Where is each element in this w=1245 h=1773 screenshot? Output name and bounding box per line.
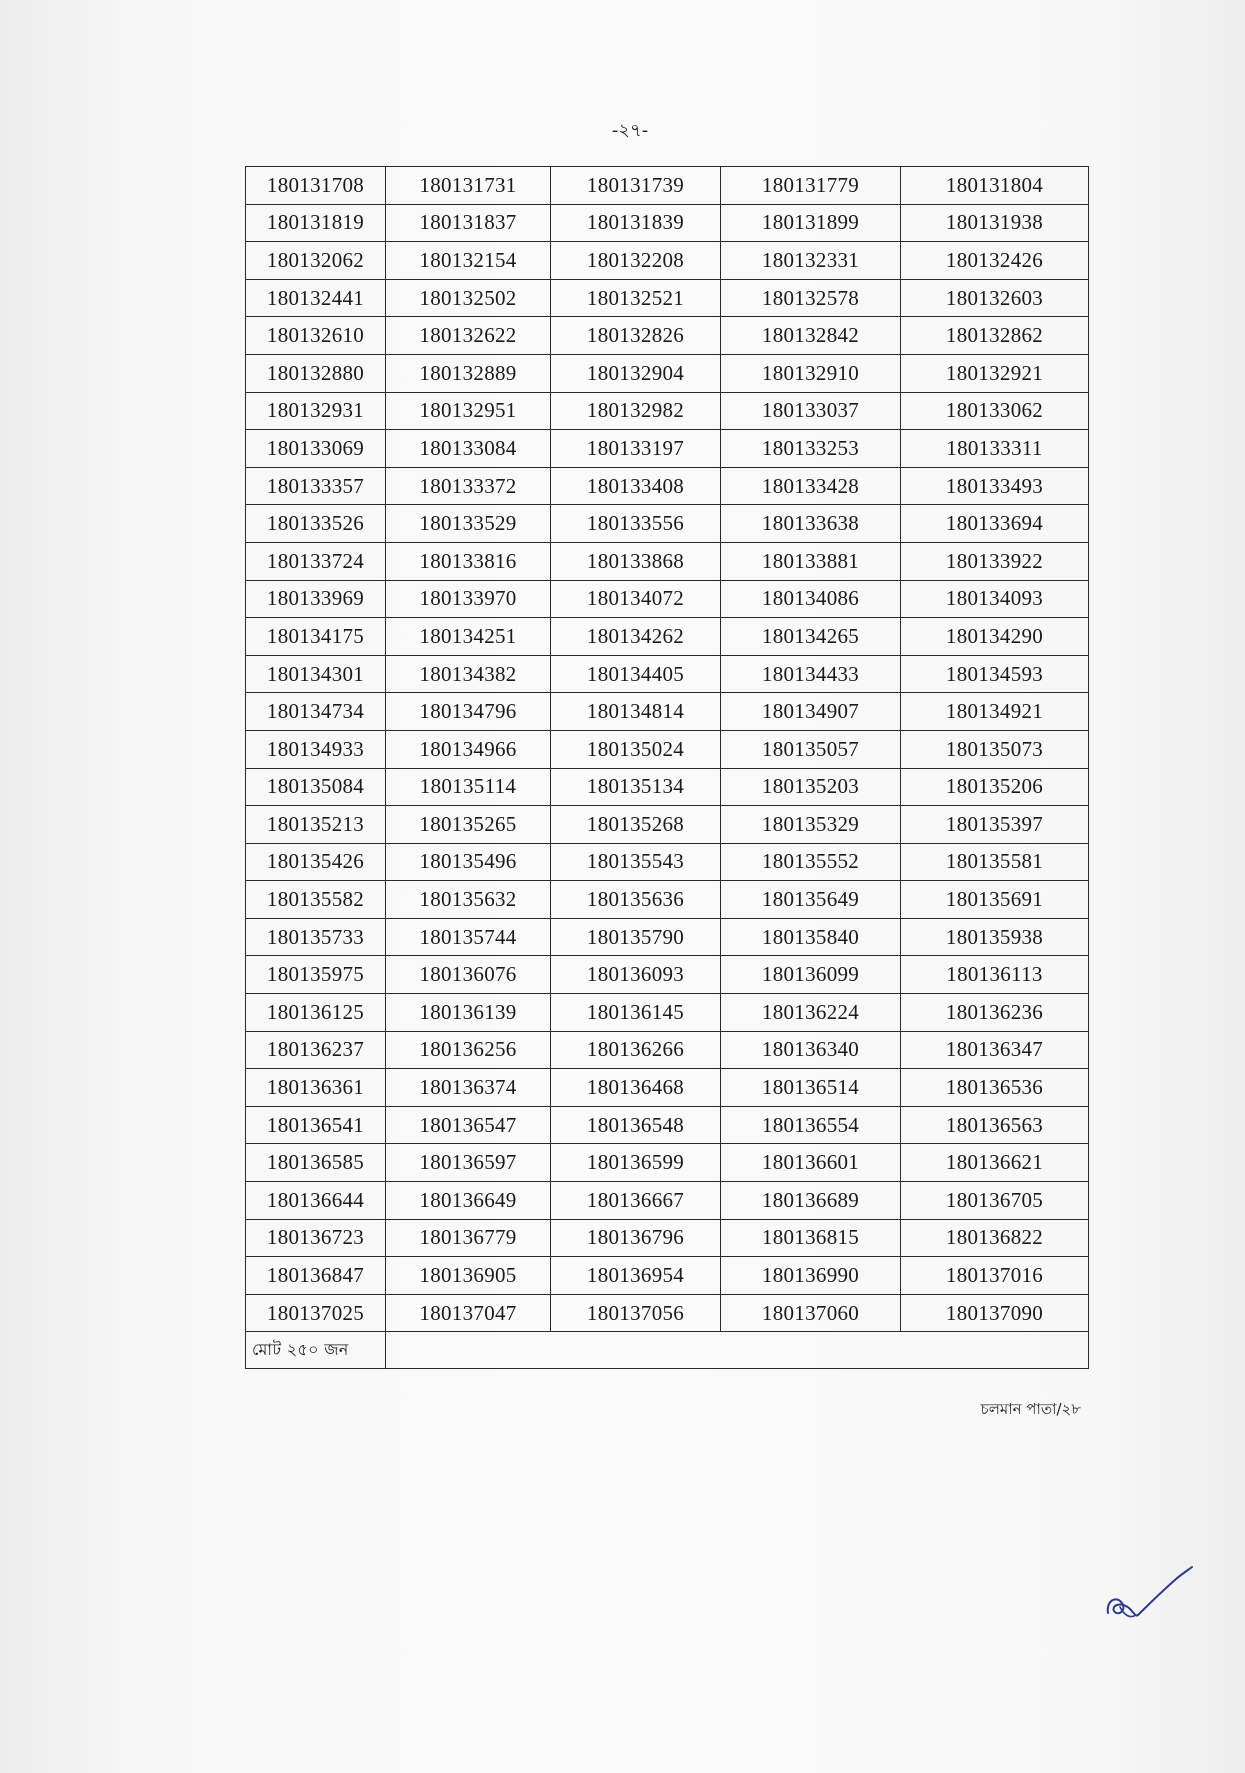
- roll-number-cell: 180135397: [901, 806, 1089, 844]
- roll-number-cell: 180136237: [246, 1031, 386, 1069]
- table-row: [246, 392, 1089, 430]
- roll-number-cell: 180133970: [386, 580, 551, 618]
- roll-number-cell: 180133969: [246, 580, 386, 618]
- roll-number-cell: 180136139: [386, 994, 551, 1032]
- roll-number-cell: 180133062: [901, 392, 1089, 430]
- roll-number-cell: 180135265: [386, 806, 551, 844]
- roll-number-cell: 180136547: [386, 1106, 551, 1144]
- roll-number-cell: 180136815: [721, 1219, 901, 1257]
- roll-number-cell: 180133372: [386, 467, 551, 505]
- roll-number-cell: 180136649: [386, 1182, 551, 1220]
- table-row: [246, 1219, 1089, 1257]
- roll-table-body: [246, 167, 1089, 1332]
- signature-icon: [1100, 1565, 1200, 1635]
- roll-number-cell: 180135084: [246, 768, 386, 806]
- roll-number-cell: 180137056: [551, 1294, 721, 1332]
- roll-number-cell: 180135840: [721, 918, 901, 956]
- roll-number-cell: 180133816: [386, 542, 551, 580]
- table-row: [246, 693, 1089, 731]
- table-row: [246, 1294, 1089, 1332]
- roll-number-cell: 180132931: [246, 392, 386, 430]
- roll-number-cell: 180135552: [721, 843, 901, 881]
- total-row: [246, 1332, 1089, 1369]
- roll-number-cell: 180134405: [551, 655, 721, 693]
- roll-number-cell: 180131739: [551, 167, 721, 205]
- roll-number-cell: 180132610: [246, 317, 386, 355]
- table-row: [246, 430, 1089, 468]
- roll-number-cell: 180136361: [246, 1069, 386, 1107]
- roll-number-cell: 180136601: [721, 1144, 901, 1182]
- roll-number-cell: 180131837: [386, 204, 551, 242]
- table-row: [246, 918, 1089, 956]
- roll-number-cell: 180136990: [721, 1257, 901, 1295]
- roll-number-cell: 180136723: [246, 1219, 386, 1257]
- roll-number-cell: 180136236: [901, 994, 1089, 1032]
- table-row: [246, 1069, 1089, 1107]
- table-row: [246, 768, 1089, 806]
- roll-number-cell: 180137025: [246, 1294, 386, 1332]
- roll-number-cell: 180133408: [551, 467, 721, 505]
- roll-number-cell: 180137016: [901, 1257, 1089, 1295]
- roll-number-cell: 180135938: [901, 918, 1089, 956]
- roll-number-cell: 180133037: [721, 392, 901, 430]
- page-number: -২৭-: [611, 120, 649, 141]
- roll-number-cell: 180135426: [246, 843, 386, 881]
- roll-number-cell: 180132622: [386, 317, 551, 355]
- roll-number-cell: 180132982: [551, 392, 721, 430]
- roll-number-cell: 180136536: [901, 1069, 1089, 1107]
- table-row: [246, 1144, 1089, 1182]
- roll-number-cell: 180133922: [901, 542, 1089, 580]
- roll-number-cell: 180136554: [721, 1106, 901, 1144]
- roll-number-cell: 180134382: [386, 655, 551, 693]
- roll-number-cell: 180137090: [901, 1294, 1089, 1332]
- roll-number-cell: 180135581: [901, 843, 1089, 881]
- roll-number-cell: 180132062: [246, 242, 386, 280]
- roll-number-cell: 180134290: [901, 618, 1089, 656]
- roll-number-cell: 180133526: [246, 505, 386, 543]
- roll-number-cell: 180133084: [386, 430, 551, 468]
- roll-number-cell: 180131819: [246, 204, 386, 242]
- roll-number-cell: 180136563: [901, 1106, 1089, 1144]
- roll-number-cell: 180132951: [386, 392, 551, 430]
- roll-number-cell: 180132331: [721, 242, 901, 280]
- roll-number-cell: 180131708: [246, 167, 386, 205]
- roll-number-cell: 180136705: [901, 1182, 1089, 1220]
- table-row: [246, 279, 1089, 317]
- roll-number-cell: 180132521: [551, 279, 721, 317]
- roll-number-cell: 180132889: [386, 354, 551, 392]
- roll-number-cell: 180132154: [386, 242, 551, 280]
- roll-number-cell: 180132426: [901, 242, 1089, 280]
- roll-number-cell: 180134086: [721, 580, 901, 618]
- roll-number-cell: 180134921: [901, 693, 1089, 731]
- table-row: [246, 956, 1089, 994]
- total-row-blank: [386, 1332, 1089, 1369]
- table-row: [246, 1182, 1089, 1220]
- table-row: [246, 843, 1089, 881]
- roll-number-cell: 180133724: [246, 542, 386, 580]
- roll-number-cell: 180135691: [901, 881, 1089, 919]
- roll-number-cell: 180134093: [901, 580, 1089, 618]
- roll-number-cell: 180135733: [246, 918, 386, 956]
- roll-number-cell: 180135268: [551, 806, 721, 844]
- roll-number-cell: 180136541: [246, 1106, 386, 1144]
- roll-number-cell: 180134433: [721, 655, 901, 693]
- roll-number-cell: 180133311: [901, 430, 1089, 468]
- roll-number-cell: 180133197: [551, 430, 721, 468]
- roll-number-cell: 180136689: [721, 1182, 901, 1220]
- roll-number-cell: 180133556: [551, 505, 721, 543]
- roll-number-cell: 180134907: [721, 693, 901, 731]
- roll-number-cell: 180135203: [721, 768, 901, 806]
- roll-number-cell: 180136599: [551, 1144, 721, 1182]
- table-row: [246, 204, 1089, 242]
- roll-number-cell: 180136796: [551, 1219, 721, 1257]
- table-row: [246, 994, 1089, 1032]
- table-row: [246, 580, 1089, 618]
- table-row: [246, 1257, 1089, 1295]
- roll-number-cell: 180135790: [551, 918, 721, 956]
- roll-number-cell: 180132441: [246, 279, 386, 317]
- roll-number-cell: 180132880: [246, 354, 386, 392]
- roll-number-cell: 180136847: [246, 1257, 386, 1295]
- roll-number-cell: 180136954: [551, 1257, 721, 1295]
- roll-number-cell: 180134262: [551, 618, 721, 656]
- roll-number-cell: 180131839: [551, 204, 721, 242]
- roll-number-cell: 180135744: [386, 918, 551, 956]
- roll-number-cell: 180132826: [551, 317, 721, 355]
- roll-number-cell: 180136585: [246, 1144, 386, 1182]
- roll-number-cell: 180136076: [386, 956, 551, 994]
- roll-number-cell: 180136099: [721, 956, 901, 994]
- table-row: [246, 242, 1089, 280]
- roll-number-cell: 180136145: [551, 994, 721, 1032]
- roll-number-cell: 180135649: [721, 881, 901, 919]
- roll-number-cell: 180132603: [901, 279, 1089, 317]
- roll-number-cell: 180137060: [721, 1294, 901, 1332]
- roll-number-cell: 180135057: [721, 730, 901, 768]
- roll-number-cell: 180135636: [551, 881, 721, 919]
- roll-number-cell: 180135329: [721, 806, 901, 844]
- roll-number-cell: 180137047: [386, 1294, 551, 1332]
- roll-number-cell: 180133529: [386, 505, 551, 543]
- roll-number-cell: 180135213: [246, 806, 386, 844]
- roll-number-cell: 180133638: [721, 505, 901, 543]
- roll-number-cell: 180136514: [721, 1069, 901, 1107]
- table-row: [246, 1106, 1089, 1144]
- table-row: [246, 730, 1089, 768]
- roll-number-cell: 180134593: [901, 655, 1089, 693]
- roll-number-cell: 180133069: [246, 430, 386, 468]
- roll-number-cell: 180135024: [551, 730, 721, 768]
- total-label: মোট ২৫০ জন: [246, 1332, 386, 1369]
- roll-number-cell: 180136667: [551, 1182, 721, 1220]
- roll-number-cell: 180134301: [246, 655, 386, 693]
- roll-number-cell: 180131779: [721, 167, 901, 205]
- roll-number-cell: 180136621: [901, 1144, 1089, 1182]
- roll-number-cell: 180133357: [246, 467, 386, 505]
- roll-number-cell: 180133253: [721, 430, 901, 468]
- roll-number-cell: 180136822: [901, 1219, 1089, 1257]
- roll-number-cell: 180131731: [386, 167, 551, 205]
- roll-number-cell: 180136113: [901, 956, 1089, 994]
- roll-number-cell: 180133694: [901, 505, 1089, 543]
- roll-number-cell: 180136224: [721, 994, 901, 1032]
- roll-number-cell: 180136125: [246, 994, 386, 1032]
- table-row: [246, 542, 1089, 580]
- roll-number-cell: 180135975: [246, 956, 386, 994]
- table-row: [246, 655, 1089, 693]
- roll-number-cell: 180133868: [551, 542, 721, 580]
- continuation-note: চলমান পাতা/২৮: [980, 1400, 1081, 1418]
- roll-number-cell: 180136256: [386, 1031, 551, 1069]
- roll-number-cell: 180133493: [901, 467, 1089, 505]
- roll-number-cell: 180136340: [721, 1031, 901, 1069]
- roll-number-cell: 180135582: [246, 881, 386, 919]
- roll-number-cell: 180134814: [551, 693, 721, 731]
- table-row: [246, 317, 1089, 355]
- roll-number-cell: 180136548: [551, 1106, 721, 1144]
- roll-number-table: [245, 166, 1089, 1369]
- roll-number-cell: 180135073: [901, 730, 1089, 768]
- roll-number-cell: 180131804: [901, 167, 1089, 205]
- roll-number-cell: 180134966: [386, 730, 551, 768]
- roll-number-cell: 180134933: [246, 730, 386, 768]
- table-row: [246, 354, 1089, 392]
- roll-number-cell: 180132208: [551, 242, 721, 280]
- roll-number-cell: 180135632: [386, 881, 551, 919]
- roll-number-cell: 180132904: [551, 354, 721, 392]
- roll-number-cell: 180132502: [386, 279, 551, 317]
- table-row: [246, 505, 1089, 543]
- roll-number-cell: 180136266: [551, 1031, 721, 1069]
- roll-number-cell: 180136374: [386, 1069, 551, 1107]
- roll-number-cell: 180136597: [386, 1144, 551, 1182]
- roll-number-cell: 180132921: [901, 354, 1089, 392]
- table-row: [246, 618, 1089, 656]
- table-row: [246, 167, 1089, 205]
- table-row: [246, 881, 1089, 919]
- roll-number-cell: 180135114: [386, 768, 551, 806]
- roll-number-cell: 180136644: [246, 1182, 386, 1220]
- table-row: [246, 467, 1089, 505]
- roll-number-cell: 180132862: [901, 317, 1089, 355]
- roll-number-cell: 180132578: [721, 279, 901, 317]
- roll-number-cell: 180135134: [551, 768, 721, 806]
- roll-number-cell: 180136093: [551, 956, 721, 994]
- roll-number-cell: 180136905: [386, 1257, 551, 1295]
- roll-number-cell: 180134251: [386, 618, 551, 656]
- roll-number-cell: 180133881: [721, 542, 901, 580]
- roll-number-cell: 180136347: [901, 1031, 1089, 1069]
- roll-number-cell: 180134072: [551, 580, 721, 618]
- roll-number-cell: 180135496: [386, 843, 551, 881]
- roll-number-cell: 180134265: [721, 618, 901, 656]
- roll-number-cell: 180135206: [901, 768, 1089, 806]
- roll-number-cell: 180134175: [246, 618, 386, 656]
- roll-number-cell: 180134734: [246, 693, 386, 731]
- roll-number-cell: 180132910: [721, 354, 901, 392]
- roll-number-cell: 180132842: [721, 317, 901, 355]
- table-row: [246, 1031, 1089, 1069]
- table-row: [246, 806, 1089, 844]
- roll-number-cell: 180136779: [386, 1219, 551, 1257]
- roll-number-cell: 180134796: [386, 693, 551, 731]
- roll-number-cell: 180136468: [551, 1069, 721, 1107]
- roll-number-cell: 180135543: [551, 843, 721, 881]
- roll-number-cell: 180133428: [721, 467, 901, 505]
- roll-number-cell: 180131899: [721, 204, 901, 242]
- roll-number-cell: 180131938: [901, 204, 1089, 242]
